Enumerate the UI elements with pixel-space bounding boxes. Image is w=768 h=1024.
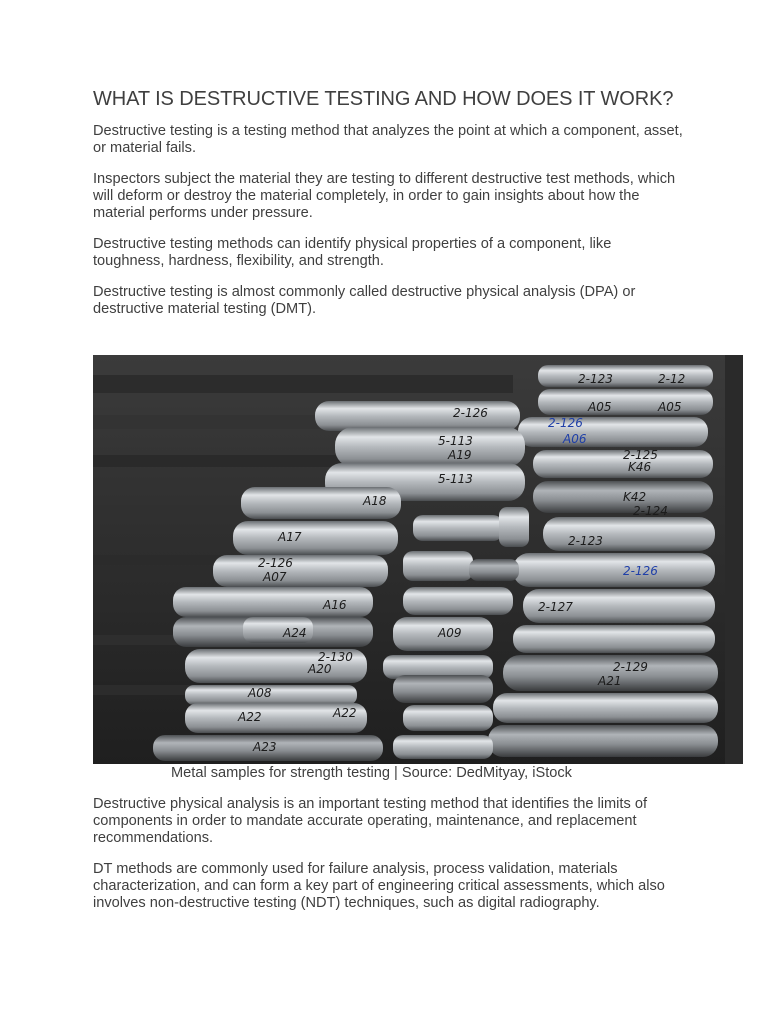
label-28: K46 — [628, 460, 652, 474]
label-10: 5-113 — [438, 472, 473, 486]
label-24: 2-123 — [568, 534, 603, 548]
label-4: A05 — [658, 400, 682, 414]
label-13: 2-126 — [258, 556, 293, 570]
article-body — [93, 88, 683, 332]
label-23: 2-126 — [623, 564, 658, 578]
label-32: A23 — [253, 740, 277, 754]
label-25: 2-129 — [613, 660, 648, 674]
paragraph-definition: Destructive testing is a testing method that analyzes the point at which a component, asset, or material fails. — [93, 123, 683, 156]
label-26: A21 — [598, 674, 622, 688]
paragraph-dpa-importance: Destructive physical analysis is an important testing method that identifies the limits of components in order to mandate accurate operating, maintenance, and replacement recommendations. — [93, 796, 648, 846]
paragraph-dpa-dmt: Destructive testing is almost commonly called destructive physical analysis (DPA) or destructive material testing (DMT). — [93, 284, 636, 317]
right-rods — [488, 365, 718, 757]
paragraph-properties: Destructive testing methods can identify physical properties of a component, like toughness, hardness, flexibility, and strength. — [93, 236, 612, 269]
label-5: 2-126 — [548, 416, 583, 430]
figure-caption: Metal samples for strength testing | Source: DedMityay, iStock — [171, 765, 572, 781]
label-30: 2-125 — [623, 448, 658, 462]
label-17: 2-130 — [318, 650, 353, 664]
label-22: 2-127 — [538, 600, 573, 614]
paragraph-dt-methods: DT methods are commonly used for failure analysis, process validation, materials characterization, and can form a key part of engineering critical assessments, which also involves non-destructive testing (NDT) techniques, such as digital radiography. — [93, 861, 665, 911]
label-15: A16 — [323, 598, 347, 612]
label-12: A17 — [278, 530, 302, 544]
paragraph-inspectors: Inspectors subject the material they are testing to different destructive test methods, which will deform or destroy the material completely, in order to gain insights about how the material performs under pressure. — [93, 171, 676, 221]
label-3: A05 — [588, 400, 612, 414]
metal-samples-photo — [93, 355, 743, 764]
article-body-continued — [93, 796, 683, 926]
label-19: A08 — [248, 686, 272, 700]
metal-samples-illustration — [93, 355, 743, 764]
label-6: A06 — [563, 432, 587, 446]
label-2: 2-12 — [658, 372, 686, 386]
label-18: A20 — [308, 662, 332, 676]
label-20: A22 — [238, 710, 262, 724]
label-16: A24 — [283, 626, 307, 640]
label-27: K42 — [623, 490, 647, 504]
label-1: 2-123 — [578, 372, 613, 386]
label-14: A07 — [263, 570, 287, 584]
label-29: 2-124 — [633, 504, 668, 518]
label-21: A22 — [333, 706, 357, 720]
label-7: 2-126 — [453, 406, 488, 420]
label-11: A18 — [363, 494, 387, 508]
label-9: A19 — [448, 448, 472, 462]
article-heading: WHAT IS DESTRUCTIVE TESTING AND HOW DOES IT WORK? — [93, 88, 674, 110]
label-31: A09 — [438, 626, 462, 640]
label-8: 5-113 — [438, 434, 473, 448]
